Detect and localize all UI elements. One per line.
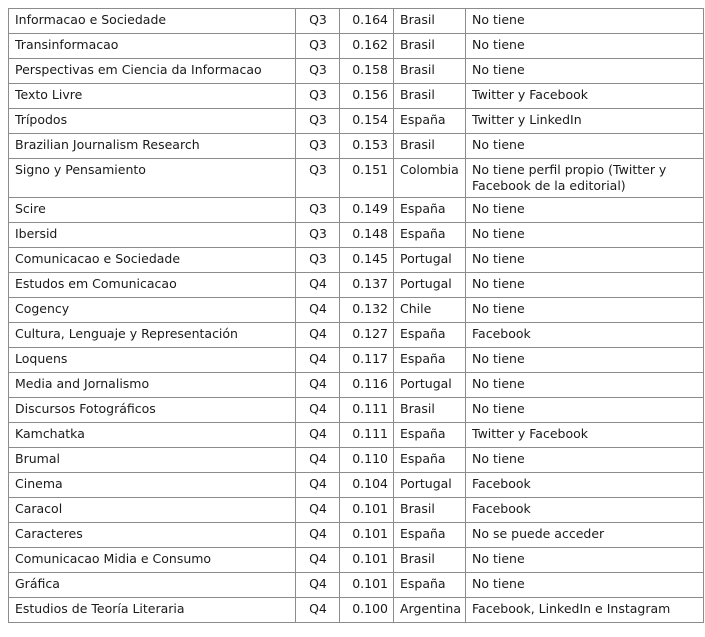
social-media-cell: No tiene [466,548,704,573]
table-row [9,223,704,248]
impact-index-cell: 0.137 [340,273,394,298]
country-cell: España [394,348,466,373]
quartile-cell: Q4 [296,398,340,423]
quartile-cell: Q4 [296,548,340,573]
quartile-cell: Q3 [296,159,340,198]
table-row [9,348,704,373]
quartile-cell: Q4 [296,598,340,623]
journal-name-cell: Gráfica [9,573,296,598]
quartile-cell: Q4 [296,298,340,323]
social-media-cell: Facebook [466,323,704,348]
social-media-cell: No tiene [466,223,704,248]
quartile-cell: Q3 [296,59,340,84]
impact-index-cell: 0.110 [340,448,394,473]
country-cell: Chile [394,298,466,323]
impact-index-cell: 0.156 [340,84,394,109]
quartile-cell: Q3 [296,9,340,34]
table-row [9,109,704,134]
impact-index-cell: 0.111 [340,423,394,448]
impact-index-cell: 0.101 [340,548,394,573]
social-media-cell: No tiene [466,59,704,84]
social-media-cell: No tiene [466,448,704,473]
quartile-cell: Q4 [296,473,340,498]
impact-index-cell: 0.153 [340,134,394,159]
country-cell: España [394,448,466,473]
journal-name-cell: Cinema [9,473,296,498]
quartile-cell: Q3 [296,34,340,59]
social-media-cell: Facebook, LinkedIn e Instagram [466,598,704,623]
impact-index-cell: 0.148 [340,223,394,248]
journal-name-cell: Informacao e Sociedade [9,9,296,34]
table-row [9,59,704,84]
quartile-cell: Q4 [296,348,340,373]
table-row [9,34,704,59]
impact-index-cell: 0.164 [340,9,394,34]
journal-name-cell: Trípodos [9,109,296,134]
impact-index-cell: 0.145 [340,248,394,273]
social-media-cell: No tiene [466,573,704,598]
country-cell: Brasil [394,34,466,59]
quartile-cell: Q3 [296,223,340,248]
country-cell: Brasil [394,59,466,84]
impact-index-cell: 0.162 [340,34,394,59]
quartile-cell: Q3 [296,134,340,159]
journal-name-cell: Scire [9,198,296,223]
quartile-cell: Q4 [296,423,340,448]
impact-index-cell: 0.127 [340,323,394,348]
social-media-cell: No tiene [466,248,704,273]
table-row [9,398,704,423]
country-cell: Portugal [394,273,466,298]
country-cell: Argentina [394,598,466,623]
journals-table [8,8,704,623]
quartile-cell: Q4 [296,523,340,548]
country-cell: Brasil [394,9,466,34]
journal-name-cell: Transinformacao [9,34,296,59]
quartile-cell: Q4 [296,273,340,298]
country-cell: España [394,109,466,134]
quartile-cell: Q4 [296,448,340,473]
table-row [9,573,704,598]
country-cell: España [394,423,466,448]
social-media-cell: No se puede acceder [466,523,704,548]
country-cell: Brasil [394,134,466,159]
country-cell: Brasil [394,84,466,109]
quartile-cell: Q3 [296,248,340,273]
journals-table-body [9,9,704,623]
impact-index-cell: 0.132 [340,298,394,323]
journal-name-cell: Ibersid [9,223,296,248]
table-row [9,134,704,159]
impact-index-cell: 0.149 [340,198,394,223]
quartile-cell: Q4 [296,573,340,598]
table-row [9,9,704,34]
country-cell: España [394,223,466,248]
social-media-cell: No tiene [466,34,704,59]
table-row [9,473,704,498]
impact-index-cell: 0.116 [340,373,394,398]
quartile-cell: Q4 [296,373,340,398]
journal-name-cell: Brumal [9,448,296,473]
journal-name-cell: Caracteres [9,523,296,548]
social-media-cell: No tiene [466,373,704,398]
quartile-cell: Q4 [296,323,340,348]
journal-name-cell: Estudios de Teoría Literaria [9,598,296,623]
journal-name-cell: Signo y Pensamiento [9,159,296,198]
journal-name-cell: Discursos Fotográficos [9,398,296,423]
country-cell: España [394,573,466,598]
social-media-cell: No tiene [466,298,704,323]
country-cell: Brasil [394,498,466,523]
social-media-cell: Facebook [466,498,704,523]
journal-name-cell: Perspectivas em Ciencia da Informacao [9,59,296,84]
journal-name-cell: Texto Livre [9,84,296,109]
journal-name-cell: Caracol [9,498,296,523]
social-media-cell: Twitter y Facebook [466,423,704,448]
table-row [9,198,704,223]
journal-name-cell: Comunicacao Midia e Consumo [9,548,296,573]
journal-name-cell: Cultura, Lenguaje y Representación [9,323,296,348]
table-row [9,423,704,448]
country-cell: Portugal [394,373,466,398]
impact-index-cell: 0.154 [340,109,394,134]
country-cell: Portugal [394,473,466,498]
social-media-cell: Facebook [466,473,704,498]
social-media-cell: Twitter y LinkedIn [466,109,704,134]
table-row [9,323,704,348]
country-cell: Portugal [394,248,466,273]
social-media-cell: No tiene [466,198,704,223]
table-row [9,373,704,398]
journal-name-cell: Kamchatka [9,423,296,448]
table-row [9,598,704,623]
social-media-cell: No tiene [466,9,704,34]
journal-name-cell: Brazilian Journalism Research [9,134,296,159]
table-row [9,498,704,523]
country-cell: Brasil [394,548,466,573]
journal-name-cell: Cogency [9,298,296,323]
impact-index-cell: 0.151 [340,159,394,198]
social-media-cell: No tiene [466,134,704,159]
impact-index-cell: 0.100 [340,598,394,623]
impact-index-cell: 0.117 [340,348,394,373]
impact-index-cell: 0.158 [340,59,394,84]
country-cell: España [394,323,466,348]
journal-name-cell: Loquens [9,348,296,373]
country-cell: España [394,198,466,223]
table-row [9,248,704,273]
impact-index-cell: 0.101 [340,573,394,598]
table-row [9,84,704,109]
social-media-cell: No tiene [466,273,704,298]
country-cell: Brasil [394,398,466,423]
social-media-cell: No tiene [466,348,704,373]
table-row [9,523,704,548]
impact-index-cell: 0.101 [340,523,394,548]
table-row [9,448,704,473]
journal-name-cell: Comunicacao e Sociedade [9,248,296,273]
table-row [9,548,704,573]
quartile-cell: Q3 [296,84,340,109]
journal-name-cell: Estudos em Comunicacao [9,273,296,298]
impact-index-cell: 0.111 [340,398,394,423]
impact-index-cell: 0.104 [340,473,394,498]
table-row [9,159,704,198]
impact-index-cell: 0.101 [340,498,394,523]
table-row [9,273,704,298]
journal-name-cell: Media and Jornalismo [9,373,296,398]
quartile-cell: Q3 [296,198,340,223]
quartile-cell: Q4 [296,498,340,523]
quartile-cell: Q3 [296,109,340,134]
country-cell: Colombia [394,159,466,198]
social-media-cell: Twitter y Facebook [466,84,704,109]
social-media-cell: No tiene perfil propio (Twitter y Facebook de la editorial) [466,159,704,198]
country-cell: España [394,523,466,548]
table-row [9,298,704,323]
social-media-cell: No tiene [466,398,704,423]
